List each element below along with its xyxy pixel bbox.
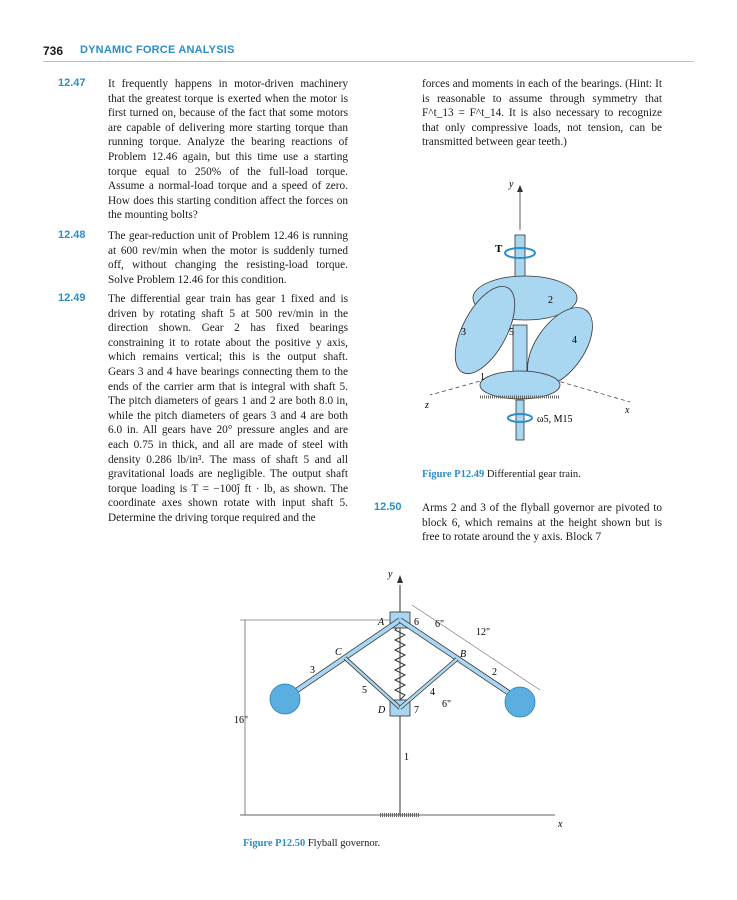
caption-label: Figure P12.50 [243, 838, 306, 849]
figure-flyball-governor [230, 565, 580, 835]
problem-text: The gear-reduction unit of Problem 12.46 is running at 600 rev/min when the motor is suddenly turned off, without changing the resisting-load torque. Solve Problem 12.46 for this condition. [108, 230, 348, 286]
page-number: 736 [43, 44, 64, 58]
label-D: D [378, 705, 386, 716]
label-x: x [625, 405, 630, 416]
right-flyball [505, 687, 535, 717]
label-5: 5 [362, 685, 367, 696]
label-16in: 16" [234, 715, 249, 726]
figure-differential-gear-train [415, 175, 655, 460]
label-A: A [378, 617, 385, 628]
label-gear-1: 1 [480, 372, 485, 383]
input-shaft [516, 400, 524, 440]
arm-3 [290, 620, 400, 695]
label-omega: ω5, M15 [537, 414, 573, 425]
arm-2 [400, 620, 515, 697]
caption-label: Figure P12.49 [422, 469, 485, 480]
label-B: B [460, 649, 467, 660]
problem-number: 12.49 [58, 292, 86, 304]
link-5 [345, 658, 400, 708]
problem-number: 12.48 [58, 229, 86, 241]
label-6: 6 [414, 617, 419, 628]
caption-text: Flyball governor. [307, 838, 381, 849]
label-6in-top: 6" [435, 619, 445, 630]
label-3: 3 [310, 665, 315, 676]
header-rule [43, 61, 694, 62]
label-12in: 12" [476, 627, 491, 638]
chapter-title: DYNAMIC FORCE ANALYSIS [80, 44, 235, 56]
label-gear-3: 3 [461, 327, 466, 338]
label-y: y [509, 179, 514, 190]
problem-number: 12.47 [58, 77, 86, 89]
left-flyball [270, 684, 300, 714]
figure-caption-p12-50 [243, 838, 380, 849]
gear-1 [480, 371, 560, 399]
problem-text: The differential gear train has gear 1 fixed and is driven by rotating shaft 5 at 500 rev/min in the direction shown. Gear 2 has fixed bearings constraining it to rotate about the positive y axis, which remains vertical; this is the output shaft. Gears 3 and 4 have bearings connecting them to the ends of the carrier arm that is integral with shaft 5. The pitch diameters of gears 1 and 2 are both 8.0 in, while the pitch diameters of gears 3 and 4 are both 6.0 in. All gears have 20° pressure angles and are each 0.75 in thick, and all are made of steel with density 0.286 lb/in³. The mass of shaft 5 and all gravitational loads are negligible. The output shaft torque loading is T = −100ĵ ft · lb, as shown. The coordinate axes shown rotate with input shaft 5. Determine the driving torque required and the [108, 293, 348, 524]
page-header [0, 0, 737, 66]
figure-caption-p12-49 [422, 469, 581, 480]
problem-text: Arms 2 and 3 of the flyball governor are pivoted to block 6, which remains at the height shown but is free to rotate around the y axis. Block 7 [422, 502, 662, 544]
label-1: 1 [404, 752, 409, 763]
label-shaft-5: 5 [509, 327, 514, 338]
label-gear-2: 2 [548, 295, 553, 306]
label-2: 2 [492, 667, 497, 678]
label-T: T [495, 243, 503, 255]
label-6in-bottom: 6" [442, 699, 452, 710]
problem-text: It frequently happens in motor-driven machinery that the greatest torque is exerted when the motor is first turned on, because of the fact that some motors are capable of delivering more starting torque than running torque. Analyze the bearing reactions of Problem 12.46 again, but this time use a starting torque equal to 250% of the full-load torque. Assume a normal-load torque and a speed of zero. How does this starting condition affect the forces on the mounting bolts? [108, 78, 348, 222]
label-7: 7 [414, 705, 419, 716]
label-gear-4: 4 [572, 335, 577, 346]
caption-text: Differential gear train. [486, 469, 581, 480]
label-y: y [388, 569, 393, 580]
label-z: z [425, 400, 429, 411]
problem-number: 12.50 [374, 501, 402, 513]
dimension-12 [412, 605, 540, 690]
label-4: 4 [430, 687, 435, 698]
label-x: x [558, 819, 563, 830]
problem-continuation: forces and moments in each of the bearings. (Hint: It is reasonable to assume through symmetry that F^t_13 = F^t_14. It is also necessary to recognize that only compressive loads, not tension, can be transmitted between gear teeth.) [422, 78, 662, 149]
label-C: C [335, 647, 342, 658]
